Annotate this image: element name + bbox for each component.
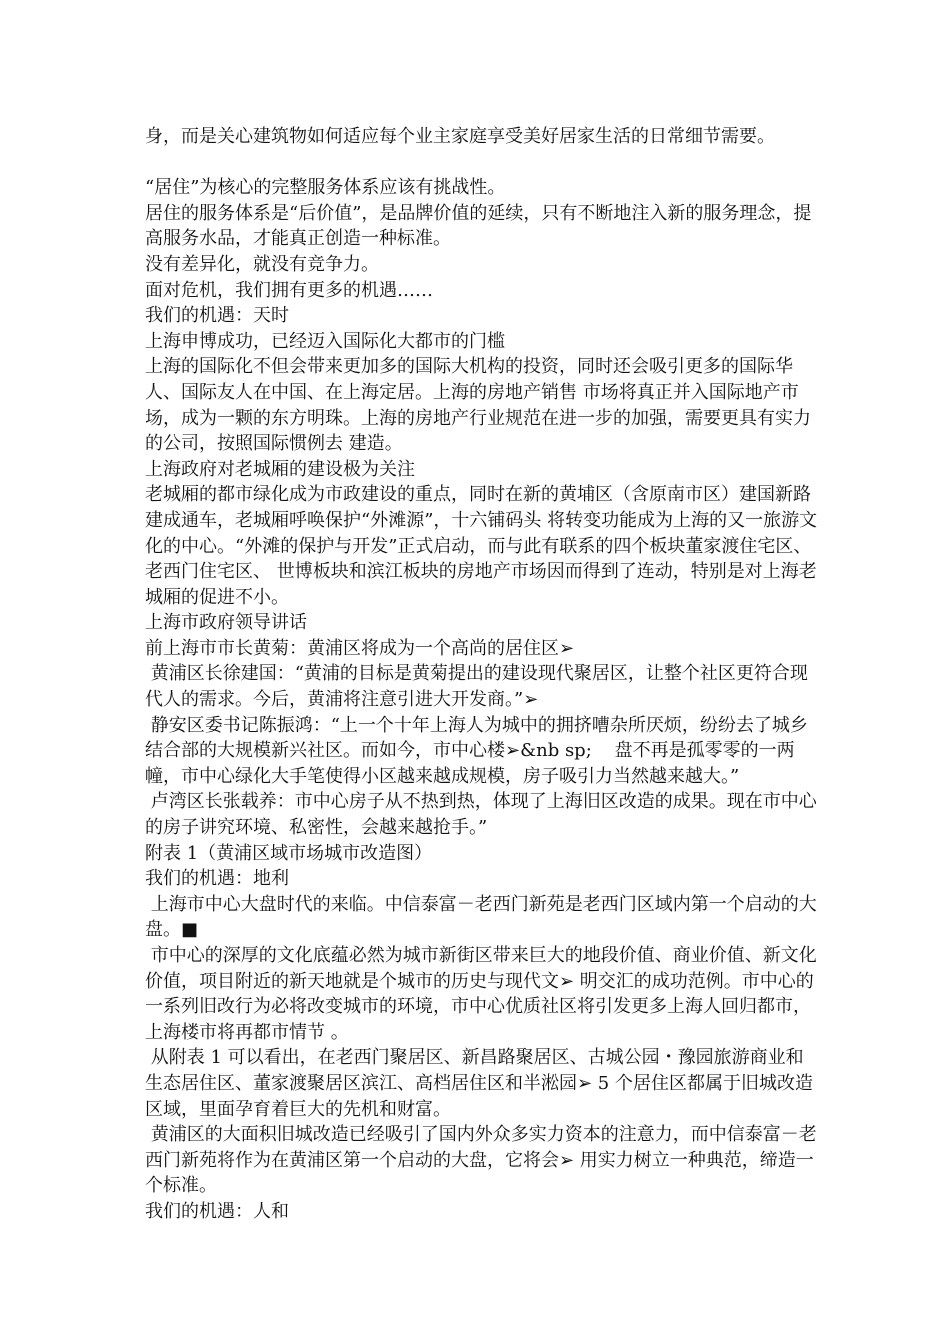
paragraph-continued: 身，而是关心建筑物如何适应每个业主家庭享受美好居家生活的日常细节需要。 [145, 126, 775, 147]
paragraph: 从附表 1 可以看出，在老西门聚居区、新昌路聚居区、古城公园・豫园旅游商业和生态居住区、董家渡聚居区滨江、高档居住区和半淞园➢ 5 个居住区都属于旧城改造区域，里面孕育着巨大的先机和财富。 [145, 1047, 813, 1120]
quote-paragraph: 静安区委书记陈振鸿：“上一个十年上海人为城中的拥挤嘈杂所厌烦，纷纷去了城乡结合部的大规模新兴社区。而如今，市中心楼➢&nb sp; 盘不再是孤零零的一两幢，市中心绿化大手笔使得小区越来越成规模，房子吸引力当然越来越大。” [145, 714, 808, 787]
paragraph: 居住的服务体系是“后价值”，是品牌价值的延续，只有不断地注入新的服务理念，提高服务水品，才能真正创造一种标准。 [145, 202, 812, 250]
paragraph: 面对危机，我们拥有更多的机遇…… [145, 279, 433, 301]
subheading: 上海政府对老城厢的建设极为关注 [145, 458, 415, 480]
subheading: 上海申博成功，已经迈入国际化大都市的门槛 [145, 330, 505, 352]
document-body [145, 124, 820, 1225]
table-reference: 附表 1（黄浦区域市场城市改造图） [145, 842, 433, 864]
paragraph: 上海市中心大盘时代的来临。中信泰富－老西门新苑是老西门区域内第一个启动的大盘。■ [145, 893, 817, 941]
quote-paragraph: 前上海市市长黄菊：黄浦区将成为一个高尚的居住区➢ [145, 637, 575, 659]
blank-line [145, 150, 820, 176]
quote-paragraph: 卢湾区长张载养：市中心房子从不热到热，体现了上海旧区改造的成果。现在市中心的房子讲究环境、私密性，会越来越抢手。” [145, 791, 817, 839]
paragraph: 上海的国际化不但会带来更加多的国际大机构的投资，同时还会吸引更多的国际华人、国际友人在中国、在上海定居。上海的房地产销售 市场将真正并入国际地产市场，成为一颗的东方明珠。上海的房地产行业规范在进一步的加强，需要更具有实力的公司，按照国际惯例去 建造。 [145, 356, 811, 455]
section-heading: 我们的机遇：地利 [145, 868, 289, 890]
section-heading: 我们的机遇：天时 [145, 305, 289, 327]
paragraph: 老城厢的都市绿化成为市政建设的重点，同时在新的黄埔区（含原南市区）建国新路建成通车，老城厢呼唤保护“外滩源”，十六铺码头 将转变功能成为上海的又一旅游文化的中心。“外滩的保护与开发”正式启动，而与此有联系的四个板块董家渡住宅区、老西门住宅区、 世博板块和滨江板块的房地产市场因而得到了连动，特别是对上海老城厢的促进不小。 [145, 484, 818, 608]
paragraph: 没有差异化，就没有竞争力。 [145, 253, 379, 275]
section-heading: 我们的机遇：人和 [145, 1200, 289, 1222]
paragraph: “居住”为核心的完整服务体系应该有挑战性。 [145, 177, 506, 199]
paragraph: 市中心的深厚的文化底蕴必然为城市新街区带来巨大的地段价值、商业价值、新文化价值，项目附近的新天地就是个城市的历史与现代文➢ 明交汇的成功范例。市中心的一系列旧改行为必将改变城市的环境，市中心优质社区将引发更多上海人回归都市，上海楼市将再都市情节 。 [145, 945, 817, 1043]
quote-paragraph: 黄浦区长徐建国：“黄浦的目标是黄菊提出的建设现代聚居区，让整个社区更符合现代人的需求。今后，黄浦将注意引进大开发商。”➢ [145, 663, 808, 711]
subheading: 上海市政府领导讲话 [145, 612, 307, 634]
paragraph: 黄浦区的大面积旧城改造已经吸引了国内外众多实力资本的注意力，而中信泰富－老西门新苑将作为在黄浦区第一个启动的大盘，它将会➢ 用实力树立一种典范，缔造一个标准。 [145, 1124, 817, 1197]
